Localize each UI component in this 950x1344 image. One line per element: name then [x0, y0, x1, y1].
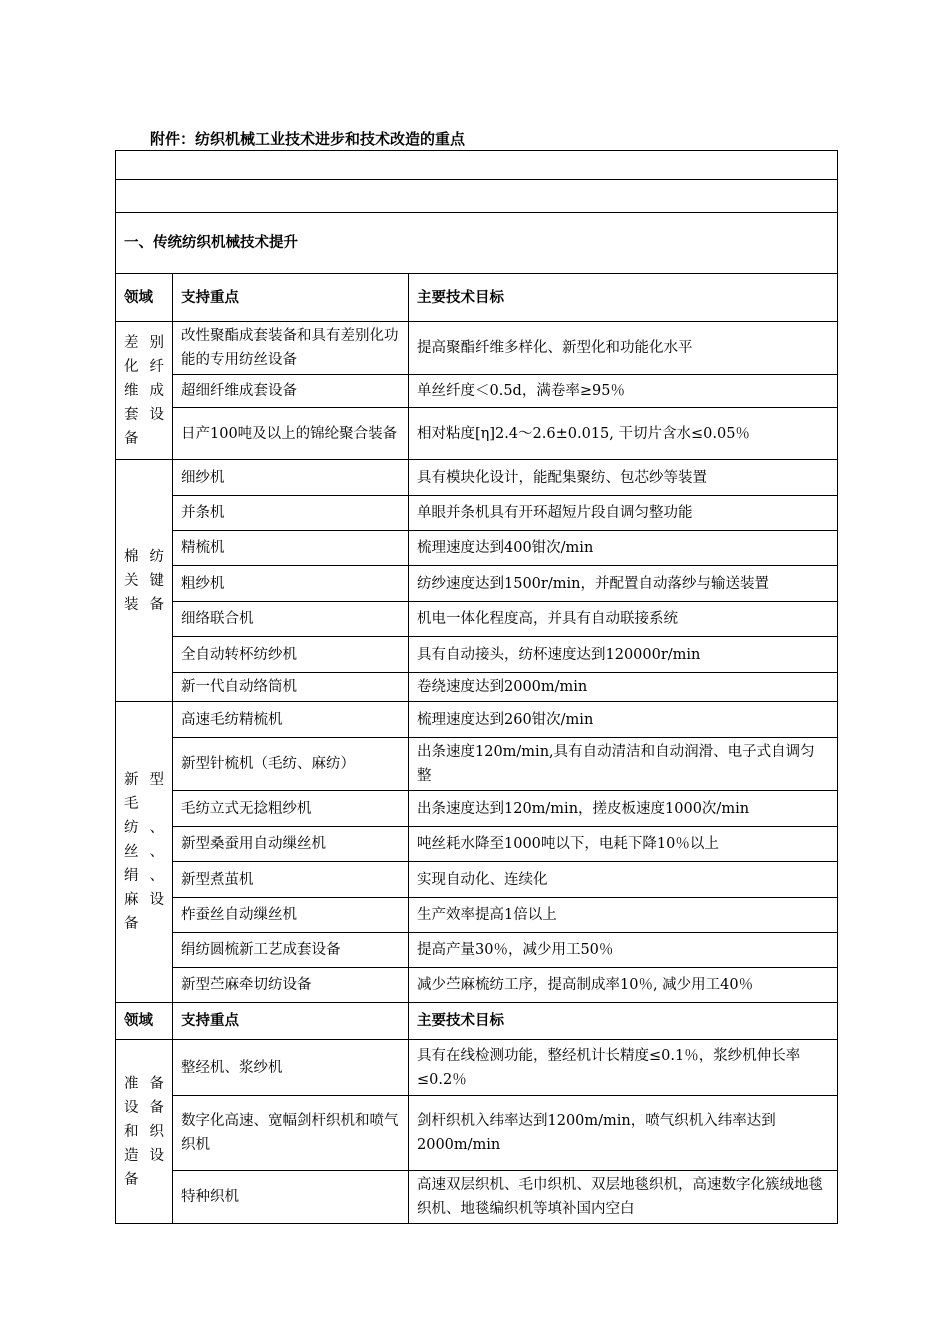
target-cell: 纺纱速度达到1500r/min，并配置自动落纱与输送装置	[409, 566, 838, 602]
page-title: 附件：纺织机械工业技术进步和技术改造的重点	[150, 130, 466, 148]
focus-cell: 整经机、浆纱机	[173, 1040, 409, 1096]
domain-cell: 差别化纤维成套设备	[116, 322, 173, 460]
table-row	[116, 322, 838, 375]
table-row	[116, 827, 838, 862]
focus-cell: 新型桑蚕用自动缫丝机	[173, 827, 409, 862]
tech-table	[115, 150, 838, 1224]
table-row	[116, 408, 838, 460]
header-row	[116, 1003, 838, 1040]
table-row	[116, 673, 838, 702]
table-row	[116, 702, 838, 738]
target-cell: 剑杆织机入纬率达到1200m/min，喷气织机入纬率达到2000m/min	[409, 1096, 838, 1171]
focus-cell: 日产100吨及以上的锦纶聚合装备	[173, 408, 409, 460]
header-row	[116, 274, 838, 322]
target-cell: 吨丝耗水降至1000吨以下，电耗下降10％以上	[409, 827, 838, 862]
domain-cell: 棉纺关键装备	[116, 460, 173, 702]
focus-cell: 全自动转杯纺纱机	[173, 637, 409, 673]
section-row	[116, 213, 838, 274]
focus-cell: 数字化高速、宽幅剑杆织机和喷气织机	[173, 1096, 409, 1171]
target-cell: 单眼并条机具有开环超短片段自调匀整功能	[409, 496, 838, 531]
table-row	[116, 898, 838, 933]
table-row	[116, 496, 838, 531]
table-row	[116, 637, 838, 673]
header-focus: 支持重点	[173, 1003, 409, 1040]
target-cell: 高速双层织机、毛巾织机、双层地毯织机，高速数字化簇绒地毯织机、地毯编织机等填补国内空白	[409, 1171, 838, 1224]
focus-cell: 特种织机	[173, 1171, 409, 1224]
focus-cell: 细纱机	[173, 460, 409, 496]
table-row	[116, 968, 838, 1003]
blank-row	[116, 151, 838, 180]
domain-cell: 准备设备和织造设备	[116, 1040, 173, 1224]
focus-cell: 柞蚕丝自动缫丝机	[173, 898, 409, 933]
table-row	[116, 791, 838, 827]
focus-cell: 精梳机	[173, 531, 409, 566]
table-row	[116, 566, 838, 602]
header-target: 主要技术目标	[409, 274, 838, 322]
focus-cell: 新型苎麻牵切纺设备	[173, 968, 409, 1003]
target-cell: 提高聚酯纤维多样化、新型化和功能化水平	[409, 322, 838, 375]
target-cell: 减少苎麻梳纺工序，提高制成率10％, 减少用工40％	[409, 968, 838, 1003]
target-cell: 单丝纤度＜0.5d，满卷率≥95％	[409, 375, 838, 408]
focus-cell: 改性聚酯成套装备和具有差别化功能的专用纺丝设备	[173, 322, 409, 375]
focus-cell: 高速毛纺精梳机	[173, 702, 409, 738]
table-row	[116, 933, 838, 968]
table-row	[116, 1171, 838, 1224]
header-domain: 领域	[116, 274, 173, 322]
target-cell: 具有模块化设计，能配集聚纺、包芯纱等装置	[409, 460, 838, 496]
table-row	[116, 602, 838, 637]
focus-cell: 毛纺立式无捻粗纱机	[173, 791, 409, 827]
target-cell: 机电一体化程度高，并具有自动联接系统	[409, 602, 838, 637]
target-cell: 生产效率提高1倍以上	[409, 898, 838, 933]
header-focus: 支持重点	[173, 274, 409, 322]
header-domain: 领域	[116, 1003, 173, 1040]
target-cell: 具有自动接头，纺杯速度达到120000r/min	[409, 637, 838, 673]
table-row	[116, 862, 838, 898]
focus-cell: 粗纱机	[173, 566, 409, 602]
table-row	[116, 1096, 838, 1171]
table-row	[116, 738, 838, 791]
domain-cell: 新型毛纺、丝、绢、麻设备	[116, 702, 173, 1003]
focus-cell: 新型煮茧机	[173, 862, 409, 898]
table-row	[116, 460, 838, 496]
header-target: 主要技术目标	[409, 1003, 838, 1040]
focus-cell: 新型针梳机（毛纺、麻纺）	[173, 738, 409, 791]
focus-cell: 并条机	[173, 496, 409, 531]
focus-cell: 新一代自动络筒机	[173, 673, 409, 702]
target-cell: 梳理速度达到260钳次/min	[409, 702, 838, 738]
target-cell: 梳理速度达到400钳次/min	[409, 531, 838, 566]
target-cell: 实现自动化、连续化	[409, 862, 838, 898]
table-row	[116, 1040, 838, 1096]
target-cell: 出条速度达到120m/min，搓皮板速度1000次/min	[409, 791, 838, 827]
target-cell: 提高产量30％，减少用工50％	[409, 933, 838, 968]
target-cell: 相对粘度[η]2.4～2.6±0.015, 干切片含水≤0.05％	[409, 408, 838, 460]
focus-cell: 细络联合机	[173, 602, 409, 637]
blank-cell	[116, 180, 838, 213]
target-cell: 卷绕速度达到2000m/min	[409, 673, 838, 702]
focus-cell: 超细纤维成套设备	[173, 375, 409, 408]
target-cell: 出条速度120m/min,具有自动清洁和自动润滑、电子式自调匀整	[409, 738, 838, 791]
blank-row	[116, 180, 838, 213]
table-row	[116, 531, 838, 566]
focus-cell: 绢纺圆梳新工艺成套设备	[173, 933, 409, 968]
section-title: 一、传统纺织机械技术提升	[116, 213, 838, 274]
table-row	[116, 375, 838, 408]
target-cell: 具有在线检测功能，整经机计长精度≤0.1％，浆纱机伸长率≤0.2％	[409, 1040, 838, 1096]
blank-cell	[116, 151, 838, 180]
